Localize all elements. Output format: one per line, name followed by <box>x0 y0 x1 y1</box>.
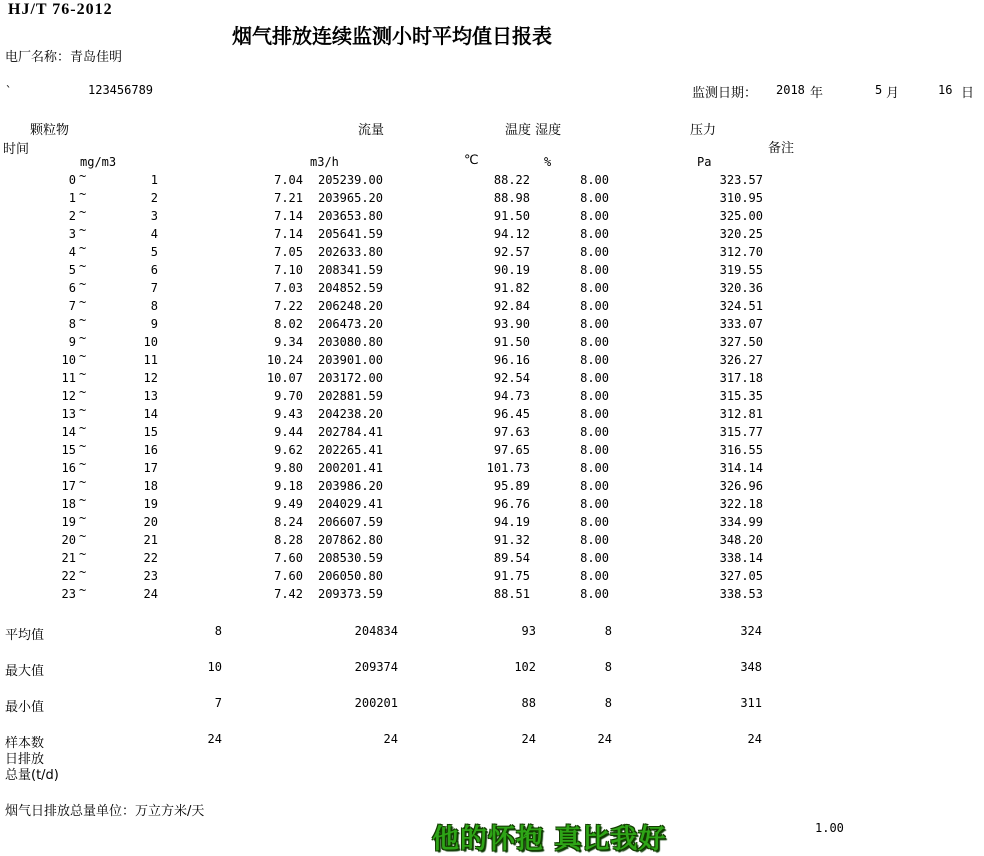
cell-temp: 89.54 <box>493 551 530 565</box>
summary-cell: 24 <box>597 732 612 746</box>
summary-cell: 200201 <box>354 696 398 710</box>
table-row <box>0 457 984 479</box>
cell-press: 326.96 <box>719 479 763 493</box>
tilde-separator: ~ <box>79 511 87 525</box>
cell-hum: 8.00 <box>580 299 609 313</box>
footer-unit-note: 烟气日排放总量单位：万立方米/天 <box>5 804 205 819</box>
daily-emission-label-line2: 总量(t/d) <box>5 768 59 783</box>
cell-press: 310.95 <box>719 191 763 205</box>
summary-cell: 24 <box>207 732 222 746</box>
cell-temp: 91.50 <box>493 209 530 223</box>
plant-name-value: 青岛佳明 <box>70 50 123 65</box>
summary-row-label: 样本数 <box>5 736 45 751</box>
cell-hum: 8.00 <box>580 227 609 241</box>
table-row <box>0 223 984 245</box>
cell-to: 5 <box>150 245 158 259</box>
cell-press: 312.81 <box>719 407 763 421</box>
cell-flow: 203901.00 <box>317 353 383 367</box>
cell-press: 348.20 <box>719 533 763 547</box>
cell-from: 4 <box>68 245 76 259</box>
cell-to: 14 <box>143 407 158 421</box>
table-row <box>0 241 984 263</box>
cell-pm: 8.28 <box>274 533 303 547</box>
cell-flow: 206607.59 <box>317 515 383 529</box>
summary-row <box>0 732 984 750</box>
cell-pm: 8.02 <box>274 317 303 331</box>
cell-to: 13 <box>143 389 158 403</box>
cell-press: 316.55 <box>719 443 763 457</box>
cell-pm: 7.21 <box>274 191 303 205</box>
cell-from: 23 <box>61 587 76 601</box>
cell-hum: 8.00 <box>580 569 609 583</box>
cell-temp: 95.89 <box>493 479 530 493</box>
summary-cell: 8 <box>604 624 612 638</box>
cell-flow: 203080.80 <box>317 335 383 349</box>
cell-hum: 8.00 <box>580 335 609 349</box>
doc-standard: HJ/T 76-2012 <box>8 1 113 18</box>
watermark-text: 他的怀抱 真比我好 <box>432 824 667 855</box>
table-row <box>0 349 984 371</box>
tilde-separator: ~ <box>79 205 87 219</box>
tilde-separator: ~ <box>79 259 87 273</box>
cell-temp: 92.57 <box>493 245 530 259</box>
tilde-separator: ~ <box>79 583 87 597</box>
tilde-separator: ~ <box>79 421 87 435</box>
summary-row-label: 平均值 <box>5 628 45 643</box>
tilde-separator: ~ <box>79 349 87 363</box>
cell-temp: 88.51 <box>493 587 530 601</box>
cell-pm: 7.04 <box>274 173 303 187</box>
col-header-temp-hum: 温度 湿度 <box>505 123 562 138</box>
summary-cell: 10 <box>207 660 222 674</box>
cell-hum: 8.00 <box>580 443 609 457</box>
date-day-unit: 日 <box>961 86 975 101</box>
cell-hum: 8.00 <box>580 317 609 331</box>
cell-to: 21 <box>143 533 158 547</box>
summary-cell: 348 <box>740 660 762 674</box>
cell-temp: 94.19 <box>493 515 530 529</box>
date-day-value: 16 <box>938 83 953 97</box>
cell-flow: 206248.20 <box>317 299 383 313</box>
cell-from: 17 <box>61 479 76 493</box>
cell-pm: 9.18 <box>274 479 303 493</box>
tilde-separator: ~ <box>79 295 87 309</box>
cell-from: 18 <box>61 497 76 511</box>
table-row <box>0 367 984 389</box>
summary-row <box>0 660 984 678</box>
unit-pressure: Pa <box>697 155 712 169</box>
summary-cell: 24 <box>383 732 398 746</box>
cell-to: 9 <box>150 317 158 331</box>
cell-temp: 94.12 <box>493 227 530 241</box>
cell-flow: 208530.59 <box>317 551 383 565</box>
cell-to: 6 <box>150 263 158 277</box>
summary-cell: 93 <box>521 624 536 638</box>
summary-cell: 324 <box>740 624 762 638</box>
summary-cell: 8 <box>604 660 612 674</box>
cell-temp: 88.22 <box>493 173 530 187</box>
cell-pm: 10.07 <box>266 371 303 385</box>
cell-to: 8 <box>150 299 158 313</box>
cell-to: 1 <box>150 173 158 187</box>
cell-flow: 206050.80 <box>317 569 383 583</box>
cell-flow: 204029.41 <box>317 497 383 511</box>
col-header-flow: 流量 <box>358 123 385 138</box>
cell-flow: 202265.41 <box>317 443 383 457</box>
cell-to: 10 <box>143 335 158 349</box>
cell-hum: 8.00 <box>580 515 609 529</box>
cell-temp: 92.54 <box>493 371 530 385</box>
cell-hum: 8.00 <box>580 209 609 223</box>
summary-cell: 88 <box>521 696 536 710</box>
cell-pm: 10.24 <box>266 353 303 367</box>
cell-pm: 8.24 <box>274 515 303 529</box>
cell-press: 315.35 <box>719 389 763 403</box>
cell-temp: 94.73 <box>493 389 530 403</box>
cell-flow: 207862.80 <box>317 533 383 547</box>
cell-pm: 7.60 <box>274 569 303 583</box>
tilde-separator: ~ <box>79 367 87 381</box>
cell-from: 6 <box>68 281 76 295</box>
tilde-separator: ~ <box>79 439 87 453</box>
cell-from: 14 <box>61 425 76 439</box>
cell-from: 15 <box>61 443 76 457</box>
cell-flow: 206473.20 <box>317 317 383 331</box>
cell-pm: 9.62 <box>274 443 303 457</box>
summary-cell: 8 <box>604 696 612 710</box>
col-header-pressure: 压力 <box>690 123 717 138</box>
summary-cell: 311 <box>740 696 762 710</box>
table-row <box>0 187 984 209</box>
cell-pm: 7.42 <box>274 587 303 601</box>
table-row <box>0 277 984 299</box>
cell-temp: 91.82 <box>493 281 530 295</box>
date-year-unit: 年 <box>810 86 824 101</box>
cell-flow: 200201.41 <box>317 461 383 475</box>
cell-press: 320.36 <box>719 281 763 295</box>
tilde-separator: ~ <box>79 403 87 417</box>
cell-to: 3 <box>150 209 158 223</box>
cell-press: 334.99 <box>719 515 763 529</box>
cell-from: 2 <box>68 209 76 223</box>
table-row <box>0 259 984 281</box>
cell-pm: 7.05 <box>274 245 303 259</box>
cell-press: 327.05 <box>719 569 763 583</box>
cell-flow: 203986.20 <box>317 479 383 493</box>
cell-to: 19 <box>143 497 158 511</box>
col-header-pm: 颗粒物 <box>30 123 70 138</box>
col-header-remark: 备注 <box>768 141 795 156</box>
summary-cell: 7 <box>214 696 222 710</box>
cell-from: 11 <box>61 371 76 385</box>
unit-pm: mg/m3 <box>80 155 117 169</box>
cell-hum: 8.00 <box>580 173 609 187</box>
date-year-value: 2018 <box>776 83 805 97</box>
cell-pm: 9.80 <box>274 461 303 475</box>
cell-temp: 97.63 <box>493 425 530 439</box>
cell-temp: 97.65 <box>493 443 530 457</box>
cell-flow: 203653.80 <box>317 209 383 223</box>
summary-row <box>0 696 984 714</box>
cell-press: 325.00 <box>719 209 763 223</box>
cell-temp: 93.90 <box>493 317 530 331</box>
cell-pm: 9.43 <box>274 407 303 421</box>
summary-cell: 209374 <box>354 660 398 674</box>
cell-to: 2 <box>150 191 158 205</box>
cell-press: 314.14 <box>719 461 763 475</box>
cell-pm: 9.44 <box>274 425 303 439</box>
summary-cell: 102 <box>514 660 536 674</box>
page-title: 烟气排放连续监测小时平均值日报表 <box>232 24 552 48</box>
cell-temp: 91.50 <box>493 335 530 349</box>
table-row <box>0 205 984 227</box>
cell-hum: 8.00 <box>580 551 609 565</box>
monitor-date-label: 监测日期： <box>692 86 758 101</box>
tick-mark: ` <box>5 84 13 98</box>
cell-to: 18 <box>143 479 158 493</box>
cell-hum: 8.00 <box>580 407 609 421</box>
cell-pm: 7.10 <box>274 263 303 277</box>
table-row <box>0 385 984 407</box>
cell-pm: 7.22 <box>274 299 303 313</box>
table-row <box>0 421 984 443</box>
table-row <box>0 583 984 605</box>
cell-press: 338.14 <box>719 551 763 565</box>
cell-flow: 204238.20 <box>317 407 383 421</box>
cell-press: 326.27 <box>719 353 763 367</box>
tilde-separator: ~ <box>79 457 87 471</box>
cell-temp: 91.32 <box>493 533 530 547</box>
unit-temp: ℃ <box>464 153 479 168</box>
cell-to: 7 <box>150 281 158 295</box>
cell-flow: 205239.00 <box>317 173 383 187</box>
cell-from: 9 <box>68 335 76 349</box>
cell-flow: 204852.59 <box>317 281 383 295</box>
cell-from: 16 <box>61 461 76 475</box>
cell-to: 16 <box>143 443 158 457</box>
serial-number: 123456789 <box>88 83 154 97</box>
cell-pm: 9.49 <box>274 497 303 511</box>
cell-press: 333.07 <box>719 317 763 331</box>
cell-hum: 8.00 <box>580 389 609 403</box>
table-row <box>0 493 984 515</box>
cell-flow: 208341.59 <box>317 263 383 277</box>
footer-value: 1.00 <box>815 821 844 835</box>
unit-flow: m3/h <box>310 155 339 169</box>
cell-from: 19 <box>61 515 76 529</box>
cell-flow: 205641.59 <box>317 227 383 241</box>
cell-temp: 96.16 <box>493 353 530 367</box>
cell-flow: 202633.80 <box>317 245 383 259</box>
tilde-separator: ~ <box>79 385 87 399</box>
cell-to: 15 <box>143 425 158 439</box>
tilde-separator: ~ <box>79 493 87 507</box>
cell-from: 10 <box>61 353 76 367</box>
cell-press: 322.18 <box>719 497 763 511</box>
table-row <box>0 511 984 533</box>
cell-from: 13 <box>61 407 76 421</box>
summary-cell: 24 <box>747 732 762 746</box>
cell-temp: 92.84 <box>493 299 530 313</box>
cell-hum: 8.00 <box>580 479 609 493</box>
cell-hum: 8.00 <box>580 353 609 367</box>
tilde-separator: ~ <box>79 187 87 201</box>
cell-from: 21 <box>61 551 76 565</box>
cell-to: 12 <box>143 371 158 385</box>
cell-temp: 96.76 <box>493 497 530 511</box>
cell-press: 327.50 <box>719 335 763 349</box>
table-row <box>0 313 984 335</box>
cell-hum: 8.00 <box>580 533 609 547</box>
table-row <box>0 475 984 497</box>
cell-hum: 8.00 <box>580 281 609 295</box>
cell-temp: 101.73 <box>486 461 530 475</box>
tilde-separator: ~ <box>79 331 87 345</box>
cell-from: 0 <box>68 173 76 187</box>
cell-from: 12 <box>61 389 76 403</box>
cell-to: 4 <box>150 227 158 241</box>
cell-hum: 8.00 <box>580 191 609 205</box>
col-header-time: 时间 <box>3 142 30 157</box>
cell-flow: 202881.59 <box>317 389 383 403</box>
cell-from: 8 <box>68 317 76 331</box>
tilde-separator: ~ <box>79 475 87 489</box>
tilde-separator: ~ <box>79 565 87 579</box>
cell-from: 20 <box>61 533 76 547</box>
cell-press: 319.55 <box>719 263 763 277</box>
cell-from: 1 <box>68 191 76 205</box>
cell-pm: 9.34 <box>274 335 303 349</box>
cell-temp: 90.19 <box>493 263 530 277</box>
cell-to: 22 <box>143 551 158 565</box>
cell-flow: 203965.20 <box>317 191 383 205</box>
cell-press: 320.25 <box>719 227 763 241</box>
cell-flow: 203172.00 <box>317 371 383 385</box>
cell-pm: 7.14 <box>274 227 303 241</box>
cell-press: 315.77 <box>719 425 763 439</box>
tilde-separator: ~ <box>79 547 87 561</box>
cell-temp: 88.98 <box>493 191 530 205</box>
cell-pm: 7.60 <box>274 551 303 565</box>
cell-hum: 8.00 <box>580 263 609 277</box>
cell-hum: 8.00 <box>580 587 609 601</box>
summary-cell: 204834 <box>354 624 398 638</box>
table-row <box>0 331 984 353</box>
cell-flow: 209373.59 <box>317 587 383 601</box>
cell-press: 317.18 <box>719 371 763 385</box>
tilde-separator: ~ <box>79 241 87 255</box>
cell-to: 17 <box>143 461 158 475</box>
table-row <box>0 529 984 551</box>
tilde-separator: ~ <box>79 223 87 237</box>
cell-from: 7 <box>68 299 76 313</box>
tilde-separator: ~ <box>79 169 87 183</box>
cell-pm: 7.03 <box>274 281 303 295</box>
cell-pm: 7.14 <box>274 209 303 223</box>
cell-press: 338.53 <box>719 587 763 601</box>
cell-hum: 8.00 <box>580 245 609 259</box>
table-row <box>0 295 984 317</box>
cell-pm: 9.70 <box>274 389 303 403</box>
table-row <box>0 403 984 425</box>
summary-row-label: 最小值 <box>5 700 45 715</box>
cell-press: 324.51 <box>719 299 763 313</box>
summary-row-label: 最大值 <box>5 664 45 679</box>
cell-flow: 202784.41 <box>317 425 383 439</box>
cell-hum: 8.00 <box>580 371 609 385</box>
plant-name-label: 电厂名称： <box>5 50 71 65</box>
date-month-unit: 月 <box>886 86 900 101</box>
cell-press: 312.70 <box>719 245 763 259</box>
cell-to: 11 <box>143 353 158 367</box>
cell-press: 323.57 <box>719 173 763 187</box>
cell-to: 23 <box>143 569 158 583</box>
cell-temp: 91.75 <box>493 569 530 583</box>
tilde-separator: ~ <box>79 313 87 327</box>
table-row <box>0 169 984 191</box>
table-row <box>0 439 984 461</box>
cell-to: 24 <box>143 587 158 601</box>
cell-temp: 96.45 <box>493 407 530 421</box>
tilde-separator: ~ <box>79 277 87 291</box>
cell-from: 22 <box>61 569 76 583</box>
cell-hum: 8.00 <box>580 461 609 475</box>
date-month-value: 5 <box>875 83 883 97</box>
cell-hum: 8.00 <box>580 497 609 511</box>
cell-from: 5 <box>68 263 76 277</box>
unit-hum: % <box>544 155 552 169</box>
table-row <box>0 565 984 587</box>
tilde-separator: ~ <box>79 529 87 543</box>
summary-row <box>0 624 984 642</box>
cell-hum: 8.00 <box>580 425 609 439</box>
cell-to: 20 <box>143 515 158 529</box>
table-row <box>0 547 984 569</box>
daily-emission-label-line1: 日排放 <box>5 752 45 767</box>
summary-cell: 8 <box>214 624 222 638</box>
cell-from: 3 <box>68 227 76 241</box>
summary-cell: 24 <box>521 732 536 746</box>
